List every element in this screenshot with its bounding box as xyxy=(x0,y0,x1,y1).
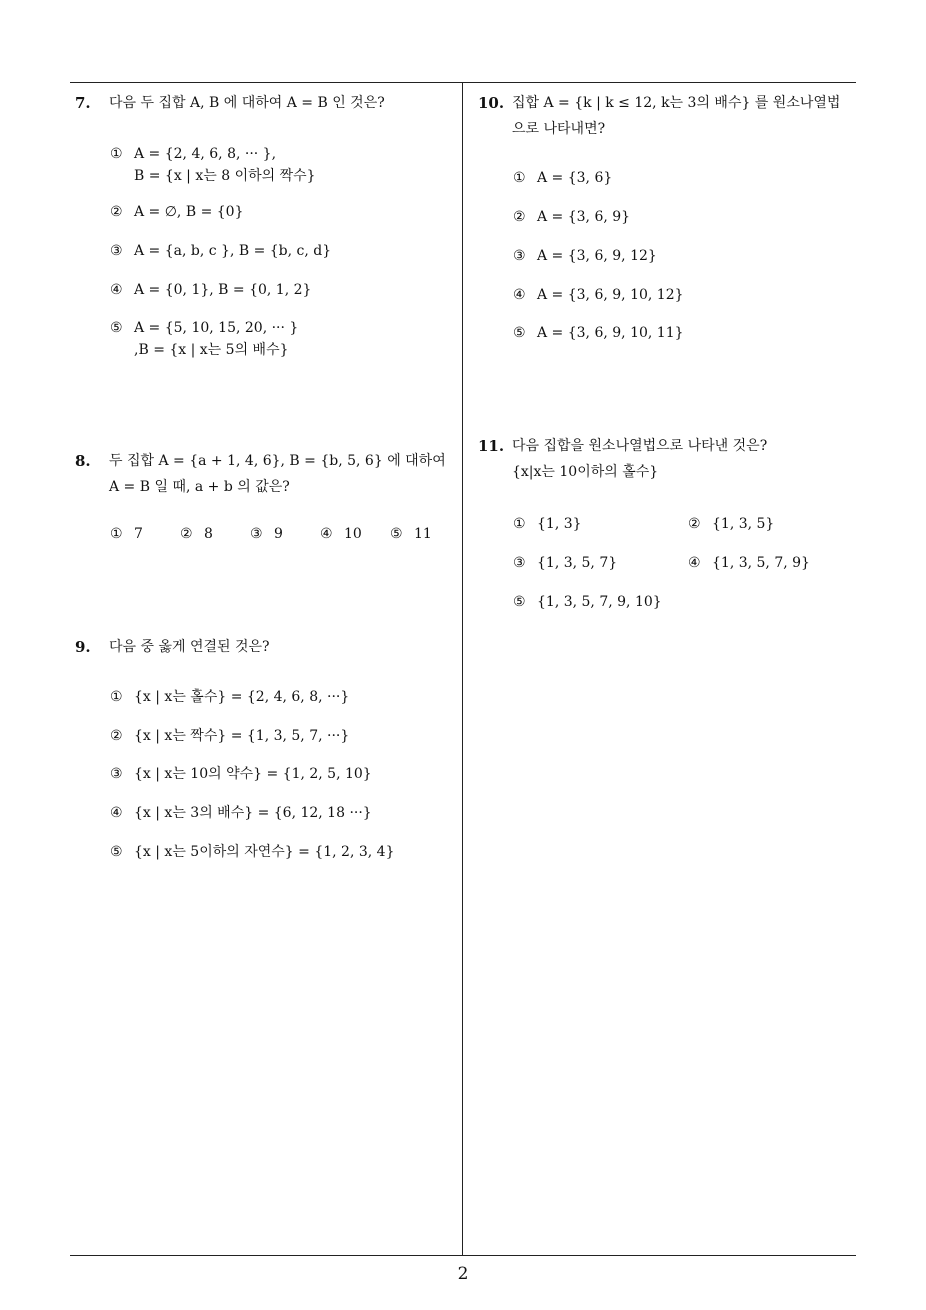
option-mark: ② xyxy=(180,526,193,542)
question-text-continued: A = B 일 때, a + b 의 값은? xyxy=(109,479,290,495)
option-mark: ② xyxy=(688,516,701,532)
q11-option-1[interactable] xyxy=(513,513,582,535)
option-mark: ④ xyxy=(110,282,123,298)
q10-option-4[interactable] xyxy=(513,284,684,306)
q11-option-3[interactable] xyxy=(513,552,617,574)
option-text: A = {3, 6, 9} xyxy=(537,209,631,225)
option-text-continued: ,B = {x | x는 5의 배수} xyxy=(134,342,289,358)
option-mark: ③ xyxy=(513,248,526,264)
option-mark: ② xyxy=(110,204,123,220)
question-text: 다음 중 옳게 연결된 것은? xyxy=(109,639,270,655)
option-mark: ③ xyxy=(513,555,526,571)
page-number: 2 xyxy=(457,1264,469,1284)
option-mark: ① xyxy=(110,146,123,162)
question-text: 다음 두 집합 A, B 에 대하여 A = B 인 것은? xyxy=(109,95,385,111)
question-text: 다음 집합을 원소나열법으로 나타낸 것은? xyxy=(512,438,768,454)
q9-option-1[interactable] xyxy=(110,686,349,708)
question-9 xyxy=(75,634,455,660)
option-text: 11 xyxy=(414,526,432,542)
option-text: A = {3, 6, 9, 12} xyxy=(537,248,657,264)
option-text: A = {3, 6, 9, 10, 11} xyxy=(537,325,684,341)
option-mark: ④ xyxy=(688,555,701,571)
option-text: A = {a, b, c }, B = {b, c, d} xyxy=(134,243,332,259)
q7-option-5[interactable] xyxy=(110,317,298,361)
option-text: {x | x는 3의 배수} = {6, 12, 18 ···} xyxy=(134,805,372,821)
question-number: 8. xyxy=(75,452,91,470)
q7-option-4[interactable] xyxy=(110,279,311,301)
option-mark: ① xyxy=(513,170,526,186)
option-text: 8 xyxy=(204,526,213,542)
q9-option-4[interactable] xyxy=(110,802,372,824)
option-text: 7 xyxy=(134,526,143,542)
q8-option-4[interactable] xyxy=(320,523,362,545)
option-mark: ④ xyxy=(513,287,526,303)
option-text: A = {3, 6, 9, 10, 12} xyxy=(537,287,684,303)
option-text: 9 xyxy=(274,526,283,542)
option-text: {1, 3, 5, 7} xyxy=(537,555,618,571)
option-mark: ④ xyxy=(110,805,123,821)
q8-option-2[interactable] xyxy=(180,523,213,545)
q7-option-1[interactable] xyxy=(110,143,316,187)
option-text: {1, 3, 5, 7, 9, 10} xyxy=(537,594,662,610)
option-mark: ③ xyxy=(250,526,263,542)
question-text-continued: {x|x는 10이하의 홀수} xyxy=(512,464,659,480)
option-mark: ④ xyxy=(320,526,333,542)
option-text: A = {2, 4, 6, 8, ··· }, xyxy=(134,146,277,162)
question-text: 집합 A = {k | k ≤ 12, k는 3의 배수} 를 원소나열법 xyxy=(512,95,841,111)
option-text-continued: B = {x | x는 8 이하의 짝수} xyxy=(134,168,316,184)
question-number: 7. xyxy=(75,94,91,112)
question-11 xyxy=(478,433,853,485)
question-text-continued: 으로 나타내면? xyxy=(512,121,606,137)
option-mark: ⑤ xyxy=(390,526,403,542)
q11-option-5[interactable] xyxy=(513,591,662,613)
option-mark: ① xyxy=(110,689,123,705)
option-text: A = ∅, B = {0} xyxy=(134,204,244,220)
q11-option-2[interactable] xyxy=(688,513,774,535)
question-number: 11. xyxy=(478,437,505,455)
q9-option-3[interactable] xyxy=(110,763,372,785)
option-text: A = {3, 6} xyxy=(537,170,613,186)
option-text: A = {0, 1}, B = {0, 1, 2} xyxy=(134,282,312,298)
q9-option-2[interactable] xyxy=(110,725,349,747)
q10-option-2[interactable] xyxy=(513,206,630,228)
q7-option-2[interactable] xyxy=(110,201,243,223)
option-mark: ⑤ xyxy=(513,594,526,610)
q10-option-5[interactable] xyxy=(513,322,684,344)
question-text: 두 집합 A = {a + 1, 4, 6}, B = {b, 5, 6} 에 대하여 xyxy=(109,453,446,469)
question-7 xyxy=(75,90,455,116)
option-mark: ① xyxy=(110,526,123,542)
option-text: 10 xyxy=(344,526,362,542)
q7-option-3[interactable] xyxy=(110,240,331,262)
bottom-rule xyxy=(70,1255,856,1256)
q11-option-4[interactable] xyxy=(688,552,810,574)
option-mark: ⑤ xyxy=(110,320,123,336)
question-number: 10. xyxy=(478,94,505,112)
option-mark: ⑤ xyxy=(110,844,123,860)
option-text: {1, 3, 5} xyxy=(712,516,775,532)
question-10 xyxy=(478,90,853,142)
question-number: 9. xyxy=(75,638,91,656)
option-mark: ③ xyxy=(110,243,123,259)
option-text: {1, 3} xyxy=(537,516,582,532)
option-mark: ③ xyxy=(110,766,123,782)
q9-option-5[interactable] xyxy=(110,841,394,863)
option-mark: ② xyxy=(110,728,123,744)
q10-option-3[interactable] xyxy=(513,245,657,267)
option-text: {1, 3, 5, 7, 9} xyxy=(712,555,810,571)
column-divider xyxy=(462,83,463,1255)
top-rule xyxy=(70,82,856,83)
option-text: {x | x는 짝수} = {1, 3, 5, 7, ···} xyxy=(134,728,350,744)
q8-option-3[interactable] xyxy=(250,523,283,545)
option-mark: ② xyxy=(513,209,526,225)
option-text: {x | x는 10의 약수} = {1, 2, 5, 10} xyxy=(134,766,372,782)
question-8 xyxy=(75,448,460,500)
q8-option-1[interactable] xyxy=(110,523,143,545)
option-text: A = {5, 10, 15, 20, ··· } xyxy=(134,320,299,336)
option-mark: ⑤ xyxy=(513,325,526,341)
option-text: {x | x는 홀수} = {2, 4, 6, 8, ···} xyxy=(134,689,350,705)
option-mark: ① xyxy=(513,516,526,532)
option-text: {x | x는 5이하의 자연수} = {1, 2, 3, 4} xyxy=(134,844,395,860)
q10-option-1[interactable] xyxy=(513,167,612,189)
q8-option-5[interactable] xyxy=(390,523,432,545)
